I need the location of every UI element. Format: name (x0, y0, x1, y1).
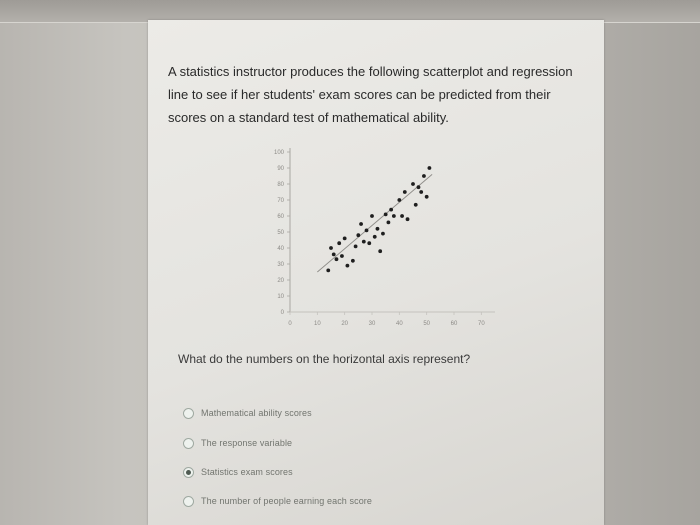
data-point (351, 259, 355, 263)
data-point (428, 166, 432, 170)
data-point (362, 240, 366, 244)
option-statistics-exam[interactable] (183, 462, 293, 482)
data-point (356, 233, 360, 237)
data-point (359, 222, 363, 226)
y-tick-label: 0 (280, 310, 284, 316)
data-point (389, 208, 393, 212)
option-mathematical-ability[interactable] (183, 403, 312, 423)
x-tick-label: 20 (341, 321, 349, 327)
option-label: The number of people earning each score (201, 496, 373, 506)
option-label: Mathematical ability scores (201, 408, 312, 418)
option-label: Statistics exam scores (201, 467, 293, 477)
data-point (417, 185, 421, 189)
x-tick-label: 60 (450, 321, 458, 327)
radio-button[interactable] (183, 438, 194, 449)
scatterplot-svg (255, 140, 505, 330)
regression-line (317, 174, 432, 272)
radio-button-selected[interactable] (183, 467, 194, 478)
data-point (425, 195, 429, 199)
data-point (370, 214, 374, 218)
x-tick-label: 50 (423, 321, 431, 327)
data-point (384, 213, 388, 217)
data-point (400, 214, 404, 218)
data-point (411, 182, 415, 186)
x-tick-label: 40 (395, 321, 403, 327)
y-tick-label: 20 (277, 278, 284, 284)
data-point (378, 249, 382, 253)
option-response-variable[interactable] (183, 433, 292, 453)
y-tick-label: 10 (277, 294, 284, 300)
data-point (365, 229, 369, 233)
radio-button[interactable] (183, 496, 194, 507)
data-point (343, 237, 347, 241)
data-point (397, 198, 401, 202)
data-point (406, 217, 410, 221)
data-point (414, 203, 418, 207)
option-label: The response variable (201, 438, 293, 448)
data-point (419, 190, 423, 194)
y-tick-label: 60 (277, 214, 284, 220)
y-tick-label: 90 (277, 166, 284, 172)
data-point (422, 174, 426, 178)
data-point (367, 241, 371, 245)
data-point (387, 221, 391, 225)
y-tick-label: 80 (277, 182, 284, 188)
data-point (346, 264, 350, 268)
data-point (332, 253, 336, 257)
question-prompt: What do the numbers on the horizontal axis represent? (178, 352, 471, 366)
x-tick-label: 70 (477, 321, 485, 327)
data-point (403, 190, 407, 194)
data-point (392, 214, 396, 218)
radio-selected-dot (186, 470, 191, 475)
data-point (329, 246, 333, 250)
x-tick-label: 0 (288, 321, 292, 327)
option-number-of-people[interactable] (183, 491, 372, 511)
data-point (354, 245, 358, 249)
y-tick-label: 30 (277, 262, 284, 268)
x-tick-label: 10 (313, 321, 321, 327)
y-tick-label: 50 (277, 230, 284, 236)
data-point (376, 227, 380, 231)
data-point (373, 235, 377, 239)
data-point (381, 232, 385, 236)
scatterplot (255, 140, 505, 330)
y-tick-label: 40 (277, 246, 284, 252)
y-tick-label: 100 (273, 150, 284, 156)
x-tick-label: 30 (368, 321, 376, 327)
data-point (335, 257, 339, 261)
y-tick-label: 70 (277, 198, 284, 204)
data-point (337, 241, 341, 245)
radio-button[interactable] (183, 408, 194, 419)
data-point (326, 269, 330, 273)
data-point (340, 254, 344, 258)
question-text: A statistics instructor produces the following scatterplot and regression line to see if her students' exam scores can be predicted from their scores on a standard test of mathematical ability. (168, 64, 573, 125)
